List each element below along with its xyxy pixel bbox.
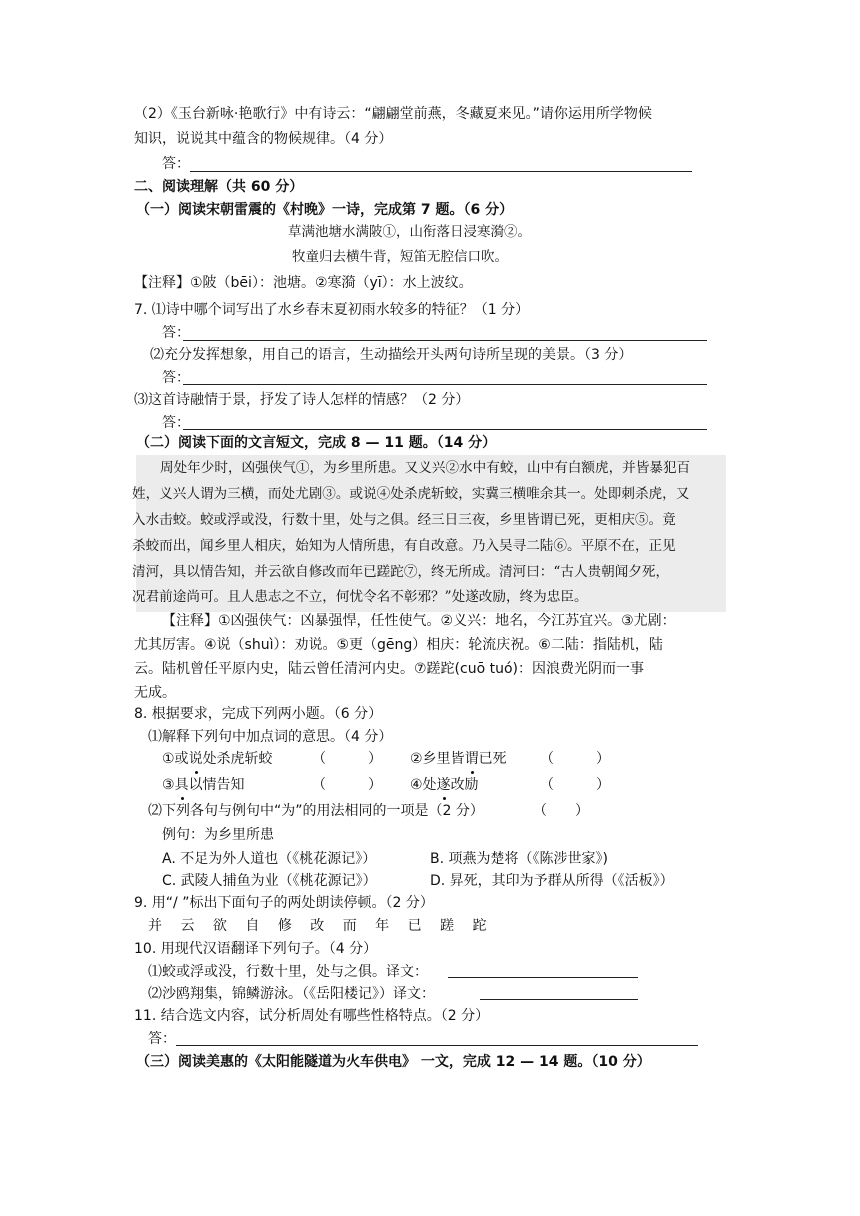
- q7-3: ⑶这首诗融情于景，抒发了诗人怎样的情感？（2 分）: [134, 392, 470, 408]
- q7-2-answer-line[interactable]: [183, 384, 707, 385]
- option-c: C. 武陵人捕鱼为业（《桃花源记》）: [162, 873, 377, 889]
- option-d: D. 昇死，其印为予群从所得（《活板》）: [430, 873, 674, 889]
- emphasis-dot-char: 说: [188, 751, 203, 767]
- q8-item-3: ③具以情告知: [162, 777, 245, 793]
- passage-line: 姓，义兴人谓为三横，而处尤剧③。或说④处杀虎斩蛟，实冀三横唯余其一。处即刺杀虎，又: [132, 486, 690, 502]
- q7-3-answer-label: 答：: [162, 415, 190, 431]
- q8-2-example: 例句：为乡里所患: [162, 827, 274, 843]
- q11-answer-label: 答：: [148, 1031, 176, 1047]
- part2-note-line: 【注释】①凶强侠气：凶暴强悍，任性使气。②义兴：地名，今江苏宜兴。③尤剧：: [162, 613, 676, 629]
- option-a: A. 不足为外人道也（《桃花源记》）: [162, 851, 377, 867]
- classical-passage: [132, 455, 726, 612]
- q7-3-answer-line[interactable]: [183, 429, 707, 430]
- q8-1: ⑴解释下列句中加点词的意思。（4 分）: [148, 729, 393, 745]
- q6-2-answer-line[interactable]: [190, 171, 692, 172]
- passage-line: 周处年少时，凶强侠气①，为乡里所患。又义兴②水中有蛟，山中有白额虎，并皆暴犯百: [160, 460, 691, 476]
- q11: 11. 结合选文内容，试分析周处有哪些性格特点。（2 分）: [134, 1008, 490, 1024]
- q7-2-answer-label: 答：: [162, 370, 190, 386]
- part1-note: 【注释】①陂（bēi）：池塘。②寒漪（yī）：水上波纹。: [134, 275, 473, 291]
- q10: 10. 用现代汉语翻译下列句子。（4 分）: [134, 941, 378, 957]
- q7-1-answer-line[interactable]: [183, 340, 707, 341]
- q8-item-2-blank[interactable]: （ ）: [540, 751, 610, 767]
- q8: 8. 根据要求，完成下列两小题。（6 分）: [134, 706, 383, 722]
- emphasis-dot-char: 遂: [436, 777, 451, 793]
- part1-title: （一）阅读宋朝雷震的《村晚》一诗，完成第 7 题。（6 分）: [136, 202, 514, 218]
- q10-2-answer-line[interactable]: [480, 999, 638, 1000]
- option-b: B. 项燕为楚将（《陈涉世家》): [430, 851, 608, 867]
- q8-item-2: ②乡里皆谓已死: [410, 751, 507, 767]
- q9-sentence[interactable]: 并 云 欲 自 修 改 而 年 已 蹉 跎: [148, 918, 487, 934]
- passage-line: 清河，具以情告知，并云欲自修改而年已蹉跎⑦，终无所成。清河曰：“古人贵朝闻夕死，: [132, 564, 670, 580]
- q10-1-answer-line[interactable]: [448, 977, 638, 978]
- q8-item-1: ①或说处杀虎斩蛟: [162, 751, 273, 767]
- part3-title: （三）阅读美惠的《太阳能隧道为火车供电》 一文，完成 12 — 14 题。（10 分）: [136, 1054, 651, 1070]
- emphasis-dot-char: 具: [174, 777, 189, 793]
- q7-1: 7. ⑴诗中哪个词写出了水乡春末夏初雨水较多的特征？（1 分）: [134, 302, 530, 318]
- q11-answer-line[interactable]: [176, 1045, 698, 1046]
- section-title: 二、阅读理解（共 60 分）: [134, 179, 304, 195]
- q8-2-blank[interactable]: （ ）: [533, 803, 589, 819]
- q10-1: ⑴蛟或浮或没，行数十里，处与之俱。译文：: [148, 964, 428, 980]
- q8-item-3-blank[interactable]: （ ）: [312, 777, 382, 793]
- q6-2-answer-label: 答：: [162, 156, 190, 172]
- poem-line-1: 草满池塘水满陂①，山衔落日浸寒漪②。: [288, 224, 531, 240]
- q10-2: ⑵沙鸥翔集，锦鳞游泳。（《岳阳楼记》）译文：: [148, 986, 435, 1002]
- q8-item-4-blank[interactable]: （ ）: [540, 777, 610, 793]
- q7-1-answer-label: 答：: [162, 325, 190, 341]
- q7-2: ⑵充分发挥想象，用自己的语言，生动描绘开头两句诗所呈现的美景。（3 分）: [150, 347, 633, 363]
- part2-title: （二）阅读下面的文言短文，完成 8 — 11 题。（14 分）: [136, 435, 497, 451]
- q6-2-line2: 知识，说说其中蕴含的物候规律。（4 分）: [134, 131, 393, 147]
- passage-line: 杀蛟而出，闻乡里人相庆，始知为人情所患，有自改意。乃入吴寻二陆⑥。平原不在，正见: [132, 538, 676, 554]
- q8-2: ⑵下列各句与例句中“为”的用法相同的一项是（2 分）: [148, 803, 484, 819]
- passage-line: 况君前途尚可。且人患志之不立，何忧令名不彰邪？”处遂改励，终为忠臣。: [132, 589, 588, 605]
- q9: 9. 用“/ ”标出下面句子的两处朗读停顿。（2 分）: [134, 895, 434, 911]
- part2-note-line: 无成。: [134, 685, 176, 701]
- q8-item-1-blank[interactable]: （ ）: [312, 751, 382, 767]
- part2-note-line: 尤其厉害。④说（shuì）：劝说。⑤更（gēng）相庆：轮流庆祝。⑥二陆：指陆机，陆: [134, 637, 663, 653]
- q8-item-4: ④处遂改励: [410, 777, 479, 793]
- emphasis-dot-char: 谓: [464, 751, 479, 767]
- poem-line-2: 牧童归去横牛背，短笛无腔信口吹。: [292, 249, 508, 265]
- part2-note-line: 云。陆机曾任平原内史，陆云曾任清河内史。⑦蹉跎(cuō tuó)：因浪费光阴而一事: [134, 661, 644, 677]
- q6-2-line1: （2）《玉台新咏·艳歌行》中有诗云：“翩翩堂前燕，冬藏夏来见。”请你运用所学物候: [134, 106, 652, 122]
- passage-line: 入水击蛟。蛟或浮或没，行数十里，处与之俱。经三日三夜，乡里皆谓已死，更相庆⑤。竟: [132, 512, 676, 528]
